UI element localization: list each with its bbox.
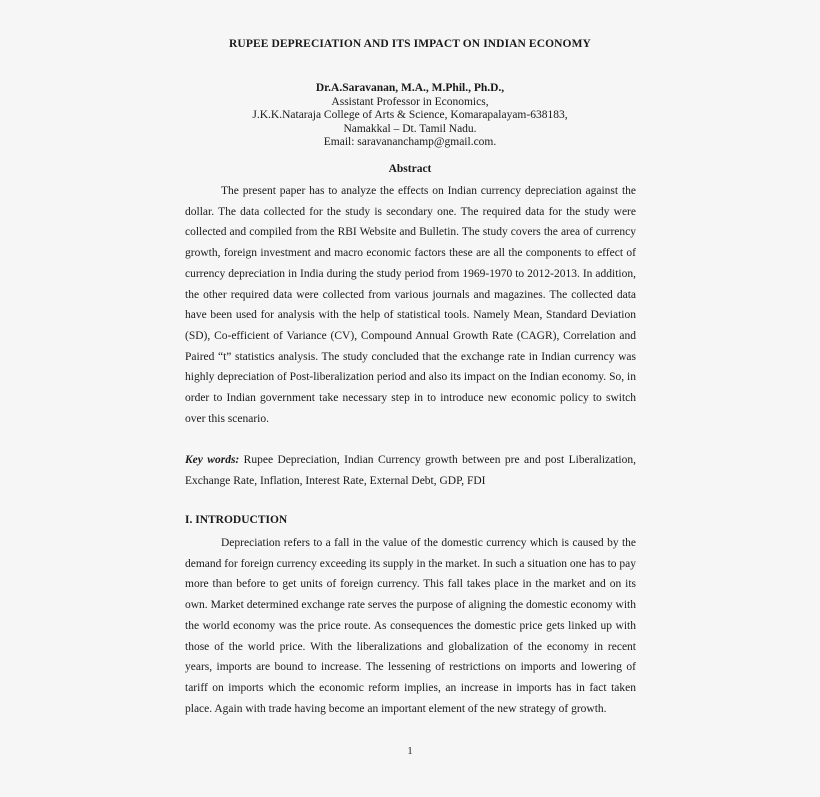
introduction-body [185,533,636,719]
author-location: Namakkal – Dt. Tamil Nadu. [343,122,477,135]
section-heading-introduction: I. INTRODUCTION [185,514,288,526]
keywords-paragraph [185,450,636,491]
abstract-body [185,181,636,429]
author-position: Assistant Professor in Economics, [331,95,489,108]
keywords-block [185,450,636,491]
author-institution: J.K.K.Nataraja College of Arts & Science, Komarapalayam-638183, [252,109,568,121]
paper-title: RUPEE DEPRECIATION AND ITS IMPACT ON INDIAN ECONOMY [229,38,591,50]
page-number: 1 [407,746,413,757]
author-block [0,82,820,150]
introduction-paragraph: Depreciation refers to a fall in the value of the domestic currency which is caused by the demand for foreign currency exceeding its supply in the market. In such a situation one has to pay more than before to get units of foreign currency. This fall takes place in the market and on its own. Market determined exchange rate serves the purpose of aligning the domestic economy with the world economy was the price route. As consequences the domestic price gets linked up with those of the world price. With the liberalizations and globalization of the economy in recent years, imports are bound to increase. The lessening of restrictions on imports and lowering of tariff on imports which the economic reform implies, an increase in imports has in fact taken place. Again with trade having become an important element of the new strategy of growth. [185,537,636,715]
abstract-paragraph: The present paper has to analyze the effects on Indian currency depreciation against the dollar. The data collected for the study is secondary one. The required data for the study were collected and compiled from the RBI Website and Bulletin. The study covers the area of currency growth, foreign investment and macro economic factors these are all the components to effect of currency depreciation in India during the study period from 1969-1970 to 2012-2013. In addition, the other required data were collected from various journals and magazines. The collected data have been used for analysis with the help of statistical tools. Namely Mean, Standard Deviation (SD), Co-efficient of Variance (CV), Compound Annual Growth Rate (CAGR), Correlation and Paired “t” statistics analysis. The study concluded that the exchange rate in Indian currency was highly depreciation of Post-liberalization period and also its impact on the Indian economy. So, in order to Indian government take necessary step in to introduce new economic policy to switch over this scenario. [185,185,636,425]
author-email: Email: saravananchamp@gmail.com. [323,136,497,148]
author-name: Dr.A.Saravanan, M.A., M.Phil., Ph.D., [315,82,505,94]
abstract-heading: Abstract [388,163,432,175]
keywords-label: Key words: [185,454,240,466]
keywords-text: Rupee Depreciation, Indian Currency growth between pre and post Liberalization, Exchange Rate, Inflation, Interest Rate, External Debt, GDP, FDI [185,454,637,487]
